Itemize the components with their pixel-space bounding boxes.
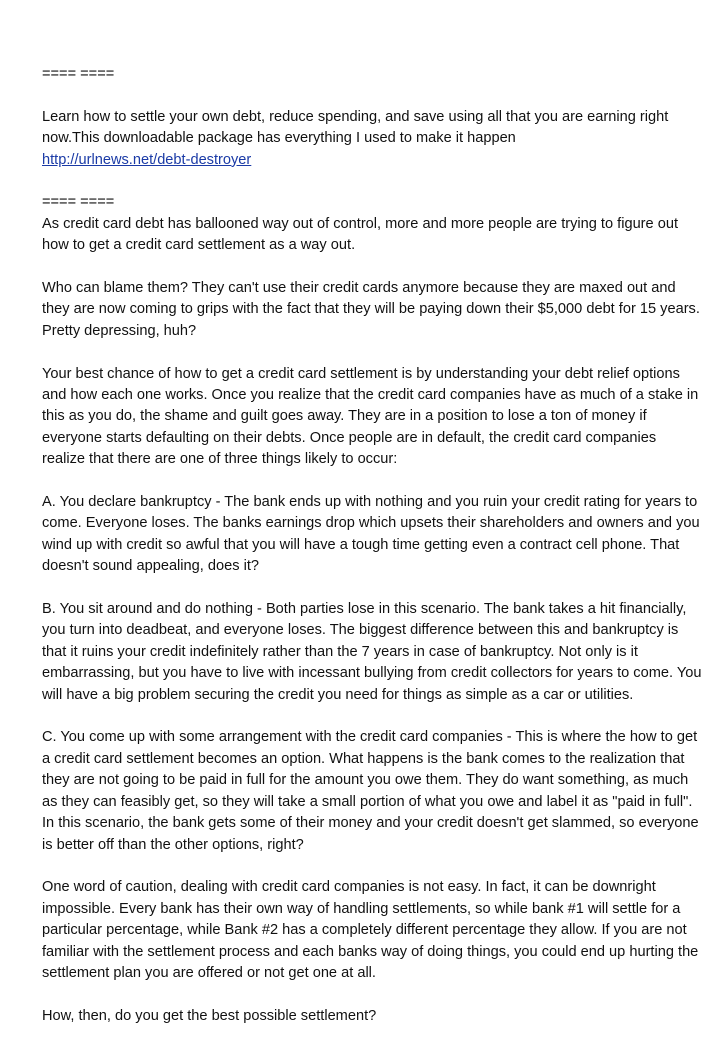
paragraph-1: As credit card debt has ballooned way out of control, more and more people are trying to figure out how to get a credit card settlement as a way out. (42, 215, 679, 254)
paragraph-question: How, then, do you get the best possible settlement? (42, 1007, 377, 1024)
intro-link[interactable]: http://urlnews.net/debt-destroyer (42, 151, 252, 168)
paragraph-3: Your best chance of how to get a credit card settlement is by understanding your debt relief options and how each one works. Once you realize that the credit card companies have as much of a stake in this as you do, the shame and guilt goes away. They are in a position to lose a ton of money if everyone starts defaulting on their debts. Once people are in default, the credit card companies realize that there are one of three things likely to occur: (42, 365, 699, 468)
intro-text: Learn how to settle your own debt, reduce spending, and save using all that you are earning right now.This downloadable package has everything I used to make it happen (42, 108, 669, 147)
paragraph-2: Who can blame them? They can't use their credit cards anymore because they are maxed out and they are now coming to grips with the fact that they will be paying down their $5,000 debt for 15 years. Pretty depressing, huh? (42, 280, 700, 339)
paragraph-option-c: C. You come up with some arrangement with the credit card companies - This is where the how to get a credit card settlement becomes an option. What happens is the bank comes to the realization that they are not going to be paid in full for the amount you owe them. They do want something, as much as they can feasibly get, so they will take a small portion of what you owe and label it as "paid in full". In this scenario, the bank gets some of their money and your credit doesn't get slammed, so everyone is better off than the other options, right? (42, 729, 699, 853)
article-block (42, 192, 702, 256)
intro-block (42, 107, 702, 171)
paragraph-caution: One word of caution, dealing with credit card companies is not easy. In fact, it can be downright impossible. Every bank has their own way of handling settlements, so while bank #1 will settle for a particular percentage, while Bank #2 has a completely different percentage they allow. If you are not familiar with the settlement process and each banks way of doing things, you could end up hurting the settlement plan you are offered or not get one at all. (42, 879, 699, 981)
header-separator: ==== ==== (42, 66, 115, 82)
document-page (42, 64, 702, 1049)
paragraph-option-b: B. You sit around and do nothing - Both parties lose in this scenario. The bank takes a hit financially, you turn into deadbeat, and everyone loses. The biggest difference between this and bankruptcy is that it ruins your credit indefinitely rather than the 7 years in case of bankruptcy. Not only is it embarrassing, but you have to live with incessant bullying from credit collectors for years to come. You will have a big problem securing the credit you need for things as simple as a car or utilities. (42, 601, 702, 703)
paragraph-option-a: A. You declare bankruptcy - The bank ends up with nothing and you ruin your credit rating for years to come. Everyone loses. The banks earnings drop which upsets their shareholders and owners and you wind up with credit so awful that you will have a tough time getting even a contract cell phone. That doesn't sound appealing, does it? (42, 494, 700, 575)
body-separator: ==== ==== (42, 194, 115, 211)
